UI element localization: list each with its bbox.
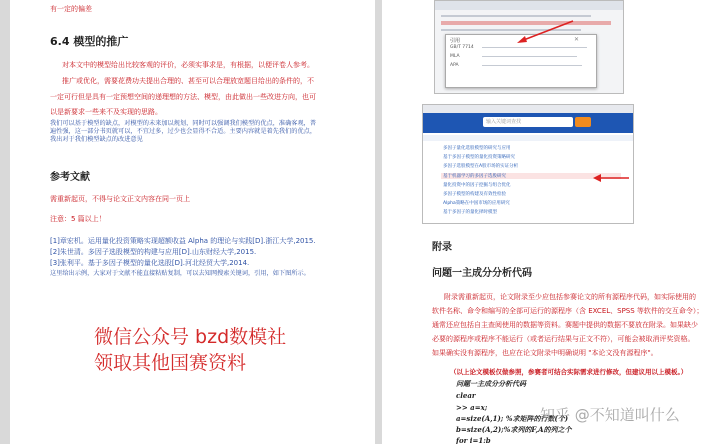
code-line: a=size(A,1); %求矩阵的行数(个) — [456, 414, 569, 423]
right-document-page — [382, 0, 720, 444]
watermark-line-1: 微信公众号 bzd数模社 — [94, 326, 287, 348]
result-row[interactable]: 量化投资中的因子挖掘与组合优化 — [443, 183, 511, 188]
arrow-icon — [515, 19, 575, 45]
result-row[interactable]: 基于多因子模型的量化投资策略研究 — [443, 155, 515, 160]
section-title: 6.4 模型的推广 — [50, 35, 129, 48]
note-line: 遍性强，这一部分书页就可以，不宜过多，过少也会显得不合适。主要内容就是着先我们的优点， — [50, 128, 317, 135]
dialog-tab[interactable]: MLA — [450, 54, 460, 59]
code-line: >> a=x; — [456, 403, 488, 412]
result-row[interactable]: 基于机器学习的多因子选股研究 — [443, 174, 506, 179]
note-line: 我出对于我们模型缺点的改进意见 — [50, 136, 143, 143]
dialog-tab[interactable]: APA — [450, 63, 459, 68]
close-icon[interactable]: ✕ — [574, 36, 580, 43]
reference-item: [2]朱世清。多因子选股模型的构建与应用[D].山东财经大学,2015. — [50, 248, 257, 256]
dialog-title: 引用 — [450, 38, 461, 44]
top-note: 有一定的偏差 — [50, 5, 92, 13]
references-heading: 参考文献 — [50, 172, 90, 183]
result-row[interactable]: Alpha策略在中国市场的应用研究 — [443, 201, 510, 206]
paragraph-line: 以是新要求一些来不及实现的思路。 — [50, 108, 162, 116]
code-line: b=size(A,2);%求列的F,A的列之个 — [456, 425, 572, 434]
references-note: 注意：5 篇以上！ — [50, 215, 106, 223]
result-row[interactable]: 多因子模型的构建及有效性检验 — [443, 192, 506, 197]
result-row[interactable]: 多因子选股模型在A股市场的实证分析 — [443, 164, 519, 169]
paragraph-line: 对本文中的模型给出比较客观的评价，必须实事求是，有根据，以便评卷人参考。 — [62, 61, 314, 69]
result-row[interactable]: 多因子量化选股模型的研究与应用 — [443, 146, 511, 151]
search-results-screenshot — [422, 104, 634, 224]
filter-bar — [423, 135, 633, 141]
browser-bar — [423, 105, 633, 113]
citation-screenshot — [434, 0, 624, 94]
code-line: clear — [456, 391, 476, 400]
paragraph-line: 推广或优化，需要花费功夫提出合理的、甚至可以合理放宽题目给出的条件的，不 — [62, 77, 314, 85]
code-line: 问题一主成分分析代码 — [456, 379, 526, 388]
screenshot-toolbar — [435, 1, 623, 10]
code-title: 问题一主成分分析代码 — [432, 268, 532, 279]
references-rule: 需重新起页，不得与论文正文内容在同一页上 — [50, 195, 190, 203]
appendix-heading: 附录 — [432, 242, 452, 253]
left-document-page — [10, 0, 375, 444]
zhihu-watermark: 知乎 @不知道叫什么 — [540, 406, 680, 424]
note-line: 我们可以基于模型的缺点，对模型的未来加以规划，同时可以强调我们模型的优点，准确客观，普 — [50, 120, 317, 127]
watermark-line-2: 领取其他国赛资料 — [94, 352, 247, 374]
template-bold-note: （以上论文模板仅做参照，参赛者可结合实际需求进行修改，但建议用以上模板。） — [450, 368, 688, 376]
body-line: 如果确实没有源程序，也应在论文附录中明确说明 "本论文没有源程序"。 — [432, 349, 658, 357]
paragraph-line: 一定可行但是具有一定预想空间的递理想的方法、模型，由此做出一些改进方向，也可 — [50, 93, 316, 101]
search-input[interactable]: 输入关键词查找 — [483, 117, 573, 127]
body-line: 软件名称、命令和编写的全部可运行的源程序（含 EXCEL、SPSS 等软件的交互命令）； — [432, 307, 704, 315]
body-line: 必要的源程序或程序不能运行（或者运行结果与正文不符），可能会被取消评奖资格。 — [432, 335, 695, 343]
reference-footer: 这里给出示例，大家对于文献不能直接粘贴复制，可以去知网搜索关键词，引用，如下图所示。 — [50, 270, 310, 277]
search-button[interactable] — [575, 117, 591, 127]
reference-item: [1]章宏机。运用量化投资策略实现超额收益 Alpha 的理论与实践[D].浙江大学,2015. — [50, 237, 316, 245]
body-line: 通常还应包括自主查阅使用的数据等资料。赛题中提供的数据不要放在附录。如果缺少 — [432, 321, 698, 329]
result-row[interactable]: 基于多因子的量化择时模型 — [443, 210, 497, 215]
body-line: 附录需重新起页，论文附录至少应包括参赛论文的所有源程序代码，如实际使用的 — [444, 293, 696, 301]
arrow-icon — [591, 171, 631, 185]
reference-item: [3]张利平。基于多因子模型的量化选股[D].河北经贸大学,2014. — [50, 259, 250, 267]
dialog-tab[interactable]: GB/T 7714 — [450, 45, 474, 50]
code-line: for i=1:b — [456, 436, 491, 444]
